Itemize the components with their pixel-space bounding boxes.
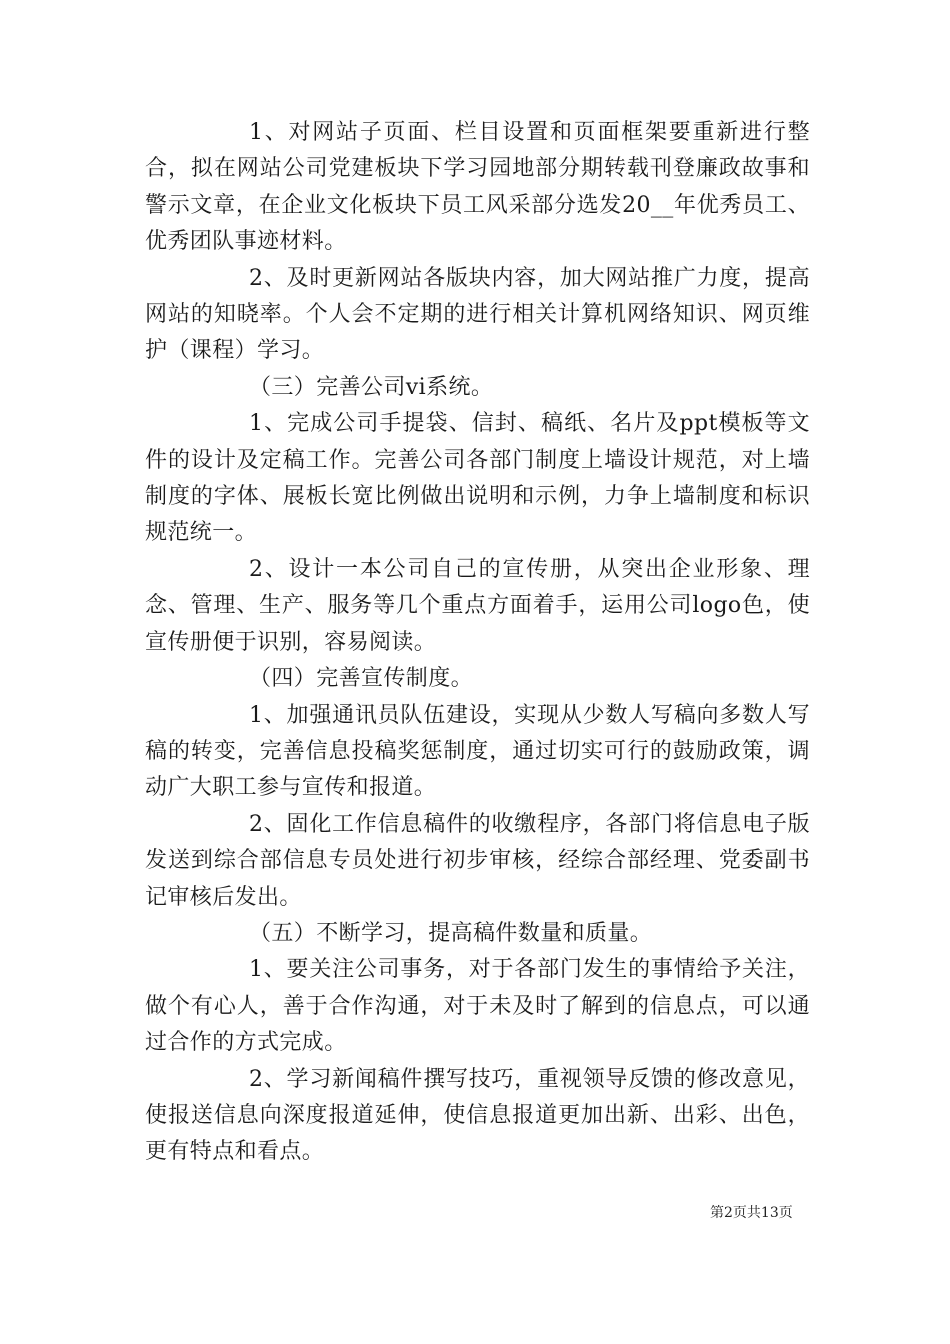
section-heading-continuous-learning: （五）不断学习，提高稿件数量和质量。 <box>249 920 653 946</box>
paragraph-writing-skills: 2、学习新闻稿件撰写技巧，重视领导反馈的修改意见，使报送信息向深度报道延伸，使信息报道更加出新、出彩、出色，更有特点和看点。 <box>145 1066 810 1165</box>
section-heading-publicity-system: （四）完善宣传制度。 <box>249 666 474 692</box>
document-body <box>145 115 810 1171</box>
paragraph-company-affairs: 1、要关注公司事务，对于各部门发生的事情给予关注，做个有心人，善于合作沟通，对于未及时了解到的信息点，可以通过合作的方式完成。 <box>145 957 810 1056</box>
page-number-footer: 第2页共13页 <box>710 1205 793 1221</box>
paragraph-brochure: 2、设计一本公司自己的宣传册，从突出企业形象、理念、管理、生产、服务等几个重点方面着手，运用公司logo色，使宣传册便于识别，容易阅读。 <box>145 556 810 655</box>
paragraph-website-restructure: 1、对网站子页面、栏目设置和页面框架要重新进行整合，拟在网站公司党建板块下学习园地部分期转载刊登廉政故事和警示文章，在企业文化板块下员工风采部分选发20__年优秀员工、优秀团队事迹材料。 <box>145 120 810 255</box>
paragraph-vi-design: 1、完成公司手提袋、信封、稿纸、名片及ppt模板等文件的设计及定稿工作。完善公司各部门制度上墙设计规范，对上墙制度的字体、展板长宽比例做出说明和示例，力争上墙制度和标识规范统一。 <box>145 411 810 546</box>
paragraph-submission-procedure: 2、固化工作信息稿件的收缴程序，各部门将信息电子版发送到综合部信息专员处进行初步审核，经综合部经理、党委副书记审核后发出。 <box>145 811 810 910</box>
paragraph-website-update: 2、及时更新网站各版块内容，加大网站推广力度，提高网站的知晓率。个人会不定期的进行相关计算机网络知识、网页维护（课程）学习。 <box>145 265 810 364</box>
paragraph-correspondent-team: 1、加强通讯员队伍建设，实现从少数人写稿向多数人写稿的转变，完善信息投稿奖惩制度，通过切实可行的鼓励政策，调动广大职工参与宣传和报道。 <box>145 702 810 801</box>
section-heading-vi-system: （三）完善公司vi系统。 <box>249 374 494 400</box>
